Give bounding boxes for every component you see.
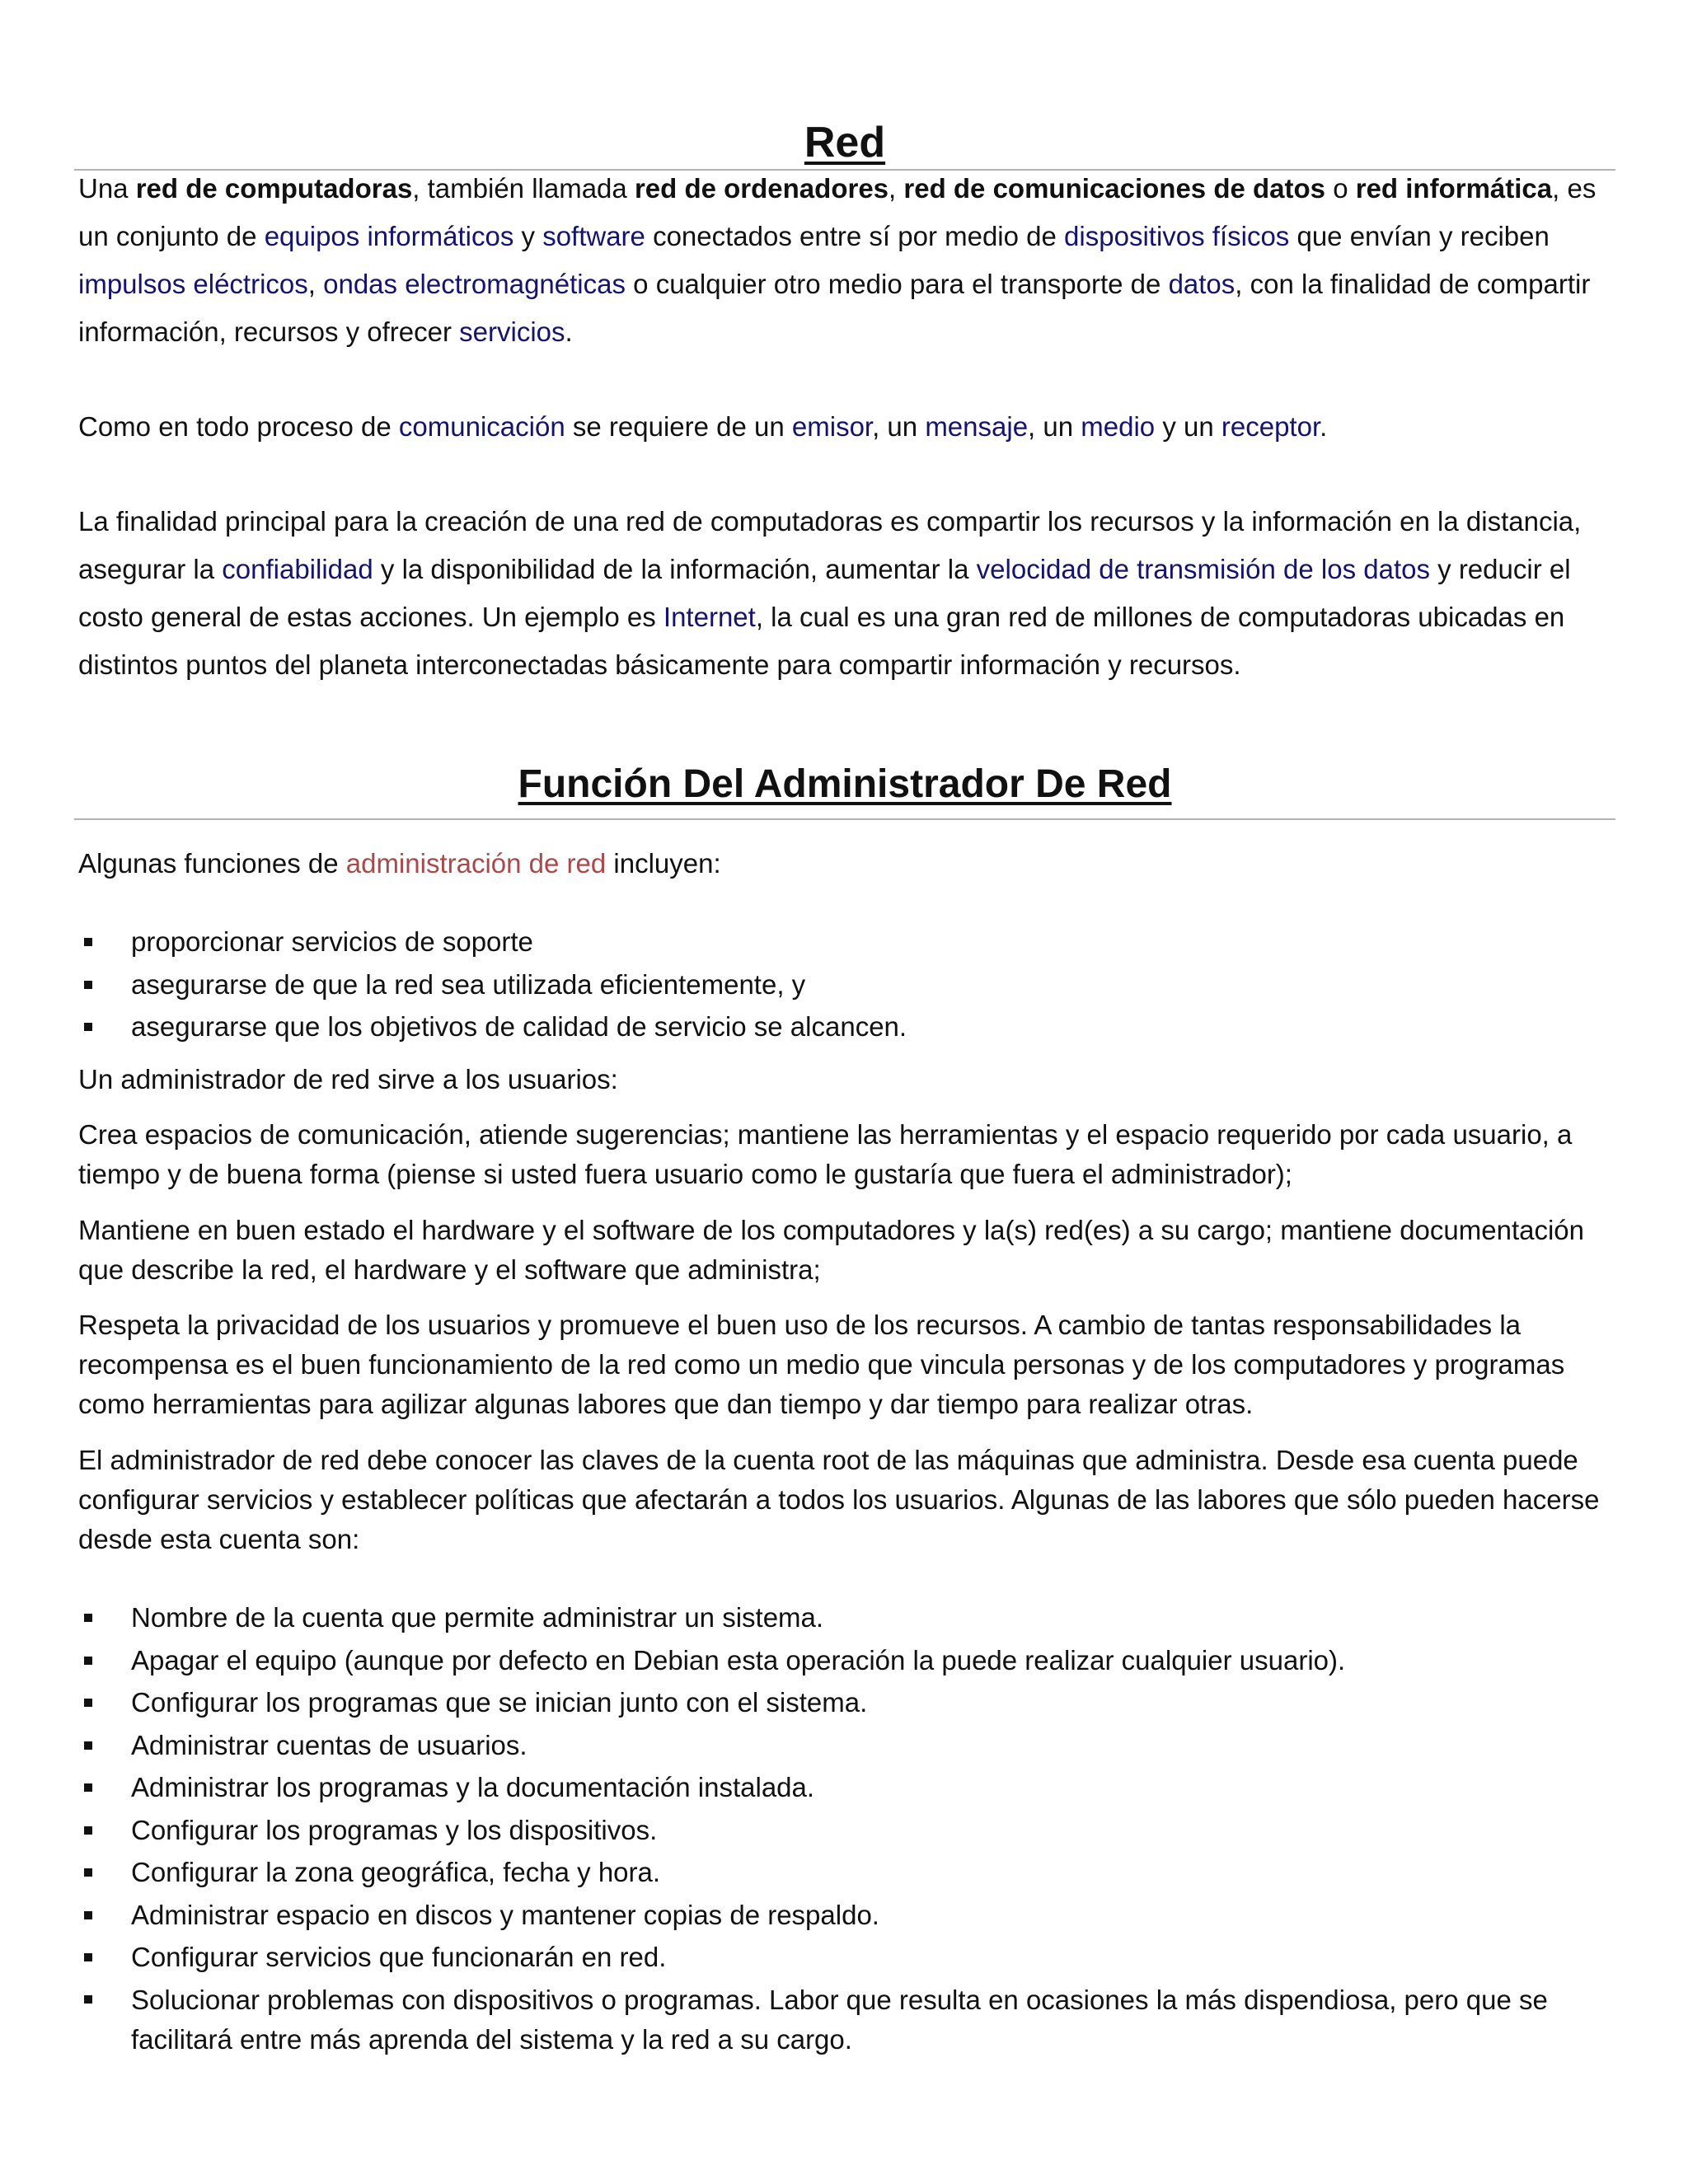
- link-confiabilidad[interactable]: confiabilidad: [222, 554, 373, 584]
- bullet-icon: [84, 1023, 92, 1031]
- bullet-icon: [84, 1911, 92, 1919]
- paragraph-definition: Una red de computadoras, también llamada red de ordenadores, red de comunicaciones de datos o red informática, es un conjunto de equipos informáticos y software conectados entre sí por medio de dispositivos físicos que envían y reciben impulsos eléctricos, ondas electromagnéticas o cualquier otro medio para el transporte de datos, con la finalidad de compartir información, recursos y ofrecer servicios.: [78, 173, 1597, 347]
- link-velocidad-transmision[interactable]: velocidad de transmisión de los datos: [976, 554, 1430, 584]
- bullet-icon: [84, 1868, 92, 1877]
- bullet-icon: [84, 1614, 92, 1622]
- link-datos[interactable]: datos: [1168, 269, 1236, 299]
- term-red-de-ordenadores: red de ordenadores: [634, 173, 889, 204]
- bullet-icon: [84, 981, 92, 989]
- bullet-icon: [84, 1783, 92, 1792]
- list-item: Apagar el equipo (aunque por defecto en Debian esta operación la puede realizar cualquier usuario).: [78, 1639, 1611, 1682]
- list-funciones: [78, 921, 1611, 1048]
- paragraph-crea: Crea espacios de comunicación, atiende sugerencias; mantiene las herramientas y el espacio requerido por cada usuario, a tiempo y de buena forma (piense si usted fuera usuario como le gustaría que fuera el administrador);: [78, 1119, 1573, 1189]
- link-receptor[interactable]: receptor: [1221, 411, 1320, 442]
- paragraph-comunicacion: Como en todo proceso de comunicación se requiere de un emisor, un mensaje, un medio y un receptor.: [78, 411, 1328, 442]
- bullet-icon: [84, 938, 92, 946]
- paragraph-root: El administrador de red debe conocer las claves de la cuenta root de las máquinas que administra. Desde esa cuenta puede configurar servicios y establecer políticas que afectarán a todos los usuarios. Algunas de las labores que sólo pueden hacerse desde esta cuenta son:: [78, 1445, 1600, 1554]
- list-item: asegurarse de que la red sea utilizada eficientemente, y: [78, 963, 1611, 1006]
- link-medio[interactable]: medio: [1081, 411, 1156, 442]
- link-mensaje[interactable]: mensaje: [925, 411, 1029, 442]
- list-labores-root: [78, 1596, 1611, 2060]
- link-impulsos-electricos[interactable]: impulsos eléctricos: [78, 269, 308, 299]
- link-comunicacion[interactable]: comunicación: [398, 411, 565, 442]
- link-administracion-de-red[interactable]: administración de red: [345, 848, 607, 879]
- paragraph-finalidad: La finalidad principal para la creación de una red de computadoras es compartir los recursos y la información en la distancia, asegurar la confiabilidad y la disponibilidad de la información, aumentar la velocidad de transmisión de los datos y reducir el costo general de estas acciones. Un ejemplo es Internet, la cual es una gran red de millones de computadoras ubicadas en distintos puntos del planeta interconectadas básicamente para compartir información y recursos.: [78, 506, 1582, 680]
- paragraph-usuarios: Un administrador de red sirve a los usuarios:: [78, 1064, 618, 1094]
- list-item: Solucionar problemas con dispositivos o programas. Labor que resulta en ocasiones la más dispendiosa, pero que se facilitará entre más aprenda del sistema y la red a su cargo.: [78, 1979, 1611, 2060]
- bullet-icon: [84, 1699, 92, 1707]
- term-red-de-computadoras: red de computadoras: [135, 173, 413, 204]
- link-ondas-electromagneticas[interactable]: ondas electromagnéticas: [323, 269, 626, 299]
- paragraph-funciones-intro: Algunas funciones de administración de red incluyen:: [78, 848, 721, 879]
- section-divider: [74, 818, 1615, 820]
- link-internet[interactable]: Internet: [663, 602, 756, 632]
- bullet-icon: [84, 1741, 92, 1750]
- list-item: Configurar los programas que se inician junto con el sistema.: [78, 1681, 1611, 1724]
- list-item: proporcionar servicios de soporte: [78, 921, 1611, 963]
- bullet-icon: [84, 1657, 92, 1665]
- list-item: Configurar la zona geográfica, fecha y hora.: [78, 1851, 1611, 1894]
- paragraph-mantiene: Mantiene en buen estado el hardware y el software de los computadores y la(s) red(es) a su cargo; mantiene documentación que describe la red, el hardware y el software que administra;: [78, 1215, 1585, 1285]
- link-dispositivos-fisicos[interactable]: dispositivos físicos: [1064, 221, 1290, 251]
- section-title-funcion: Función Del Administrador De Red: [518, 762, 1172, 806]
- bullet-icon: [84, 1953, 92, 1961]
- list-item: Configurar los programas y los dispositivos.: [78, 1809, 1611, 1852]
- link-equipos-informaticos[interactable]: equipos informáticos: [264, 221, 514, 251]
- list-item: Administrar espacio en discos y mantener copias de respaldo.: [78, 1894, 1611, 1937]
- list-item: Configurar servicios que funcionarán en red.: [78, 1936, 1611, 1979]
- list-item: asegurarse que los objetivos de calidad de servicio se alcancen.: [78, 1005, 1611, 1048]
- bullet-icon: [84, 1826, 92, 1835]
- list-item: Administrar los programas y la documentación instalada.: [78, 1766, 1611, 1809]
- list-item: Administrar cuentas de usuarios.: [78, 1724, 1611, 1767]
- bullet-icon: [84, 1995, 92, 2004]
- link-software[interactable]: software: [542, 221, 645, 251]
- term-red-comunicaciones-datos: red de comunicaciones de datos: [903, 173, 1326, 204]
- term-red-informatica: red informática: [1355, 173, 1553, 204]
- section-title-red: Red: [804, 119, 886, 166]
- list-item: Nombre de la cuenta que permite administrar un sistema.: [78, 1596, 1611, 1639]
- link-servicios[interactable]: servicios: [459, 316, 565, 347]
- link-emisor[interactable]: emisor: [791, 411, 873, 442]
- paragraph-respeta: Respeta la privacidad de los usuarios y promueve el buen uso de los recursos. A cambio de tantas responsabilidades la recompensa es el buen funcionamiento de la red como un medio que vincula personas y de los computadores y programas como herramientas para agilizar algunas labores que dan tiempo y dar tiempo para realizar otras.: [78, 1310, 1565, 1419]
